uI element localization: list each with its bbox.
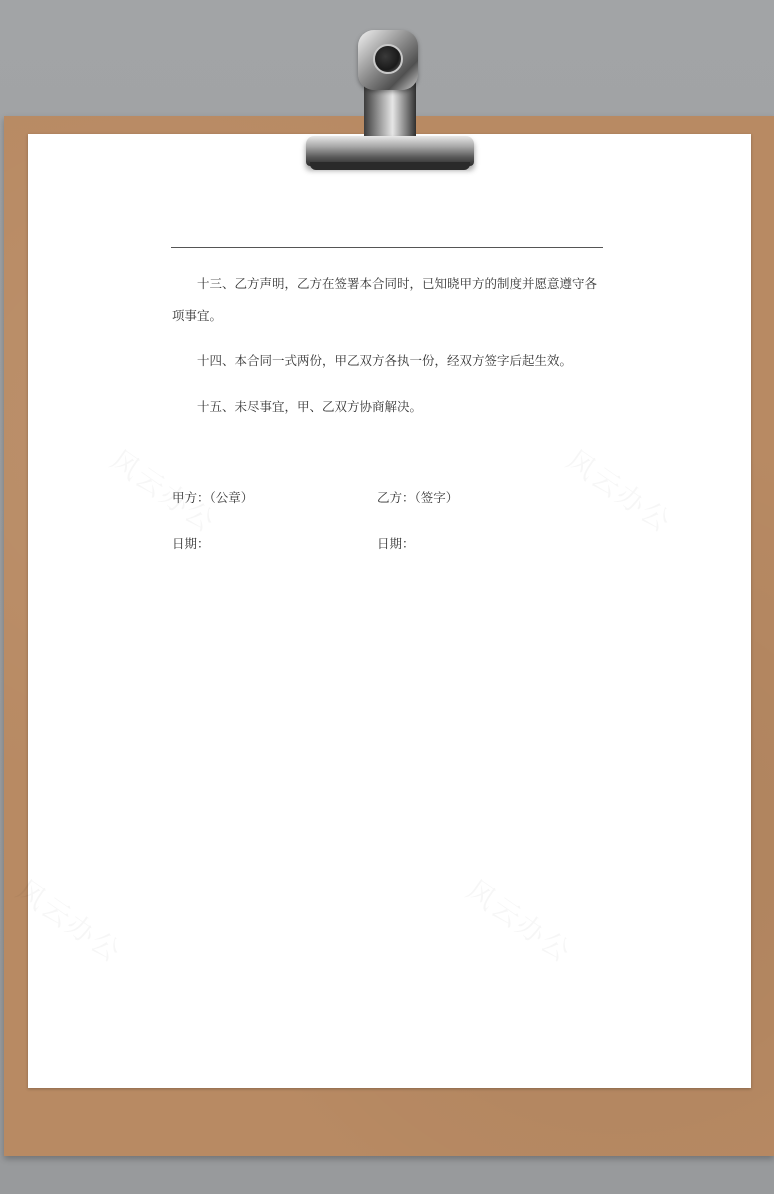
- clip-plate-edge: [310, 162, 470, 170]
- clip-hole: [373, 44, 403, 74]
- party-a-seal-label: 甲方：（公章）: [172, 490, 254, 505]
- clause-13: 十三、乙方声明，乙方在签署本合同时，已知晓甲方的制度并愿意遵守各项事宜。: [172, 276, 598, 323]
- clip-ring: [358, 30, 418, 90]
- party-b-date-label: 日期：: [377, 536, 415, 551]
- party-b-sign-label: 乙方：（签字）: [377, 490, 459, 505]
- clause-15: 十五、未尽事宜，甲、乙双方协商解决。: [197, 399, 423, 414]
- header-divider: [171, 247, 603, 248]
- party-a-date-label: 日期：: [172, 536, 210, 551]
- binder-clip-icon: [290, 24, 490, 180]
- clause-14: 十四、本合同一式两份，甲乙双方各执一份，经双方签字后起生效。: [197, 353, 573, 368]
